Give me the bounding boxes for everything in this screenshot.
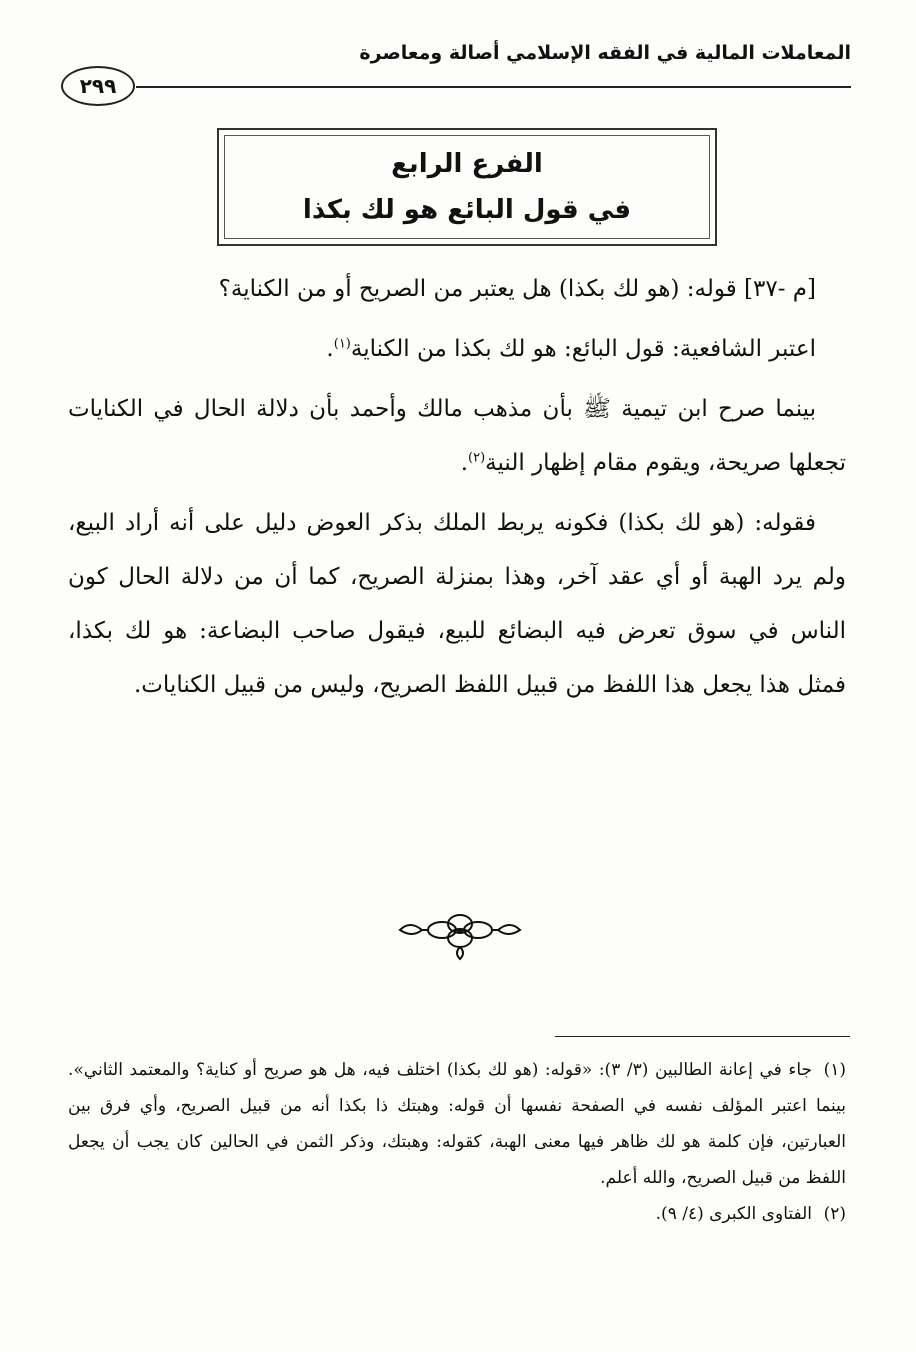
footnote-ref-1[interactable]: (١) (333, 336, 351, 352)
section-title-frame (217, 128, 717, 246)
paragraph-2-end: . (326, 336, 334, 362)
running-title: المعاملات المالية في الفقه الإسلامي أصالة ومعاصرة (359, 42, 851, 64)
footnote-2 (68, 1196, 846, 1232)
paragraph-3-end: . (460, 450, 469, 476)
footnote-2-number: (٢) (823, 1204, 846, 1224)
footnote-1-number: (١) (823, 1060, 847, 1080)
footnote-rule (555, 1036, 850, 1037)
paragraph-3-text: بينما صرح ابن تيمية ﷺ بأن مذهب مالك وأحمد بأن دلالة الحال في الكنايات تجعلها صريحة، ويقوم مقام إظهار النية (68, 396, 846, 476)
header-rule (136, 86, 851, 88)
body-text (68, 262, 846, 718)
paragraph-1: [م -٣٧] قوله: (هو لك بكذا) هل يعتبر من الصريح أو من الكناية؟ (218, 276, 816, 302)
footnotes (68, 1052, 846, 1232)
footnote-1-text: جاء في إعانة الطالبين (٣/ ٣): «قوله: (هو لك بكذا) اختلف فيه، هل هو صريح أو كناية؟ والمعتمد الثاني». بينما اعتبر المؤلف نفسه في الصفحة نفسها أن قوله: وهبتك ذا بكذا أنه من قبيل الصريح، وأي فرق بين العبارتين، فإن كلمة هو لك ظاهر فيها معنى الهبة، كقوله: وهبتك، وذكر الثمن في الحالين كان يجب أن يجعل اللفظ من قبيل الصريح، والله أعلم. (68, 1060, 846, 1188)
paragraph-2 (68, 322, 846, 376)
section-title-line2: في قول البائع هو لك بكذا (302, 195, 632, 225)
section-title-line1: الفرع الرابع (391, 149, 543, 179)
paragraph-4: فقوله: (هو لك بكذا) فكونه يربط الملك بذكر العوض دليل على أنه أراد البيع، ولم يرد الهبة أو أي عقد آخر، وهذا بمنزلة الصريح، كما أن من دلالة الحال كون الناس في سوق تعرض فيه البضائع للبيع، فيقول صاحب البضاعة: هو لك بكذا، فمثل هذا يجعل هذا اللفظ من قبيل اللفظ الصريح، وليس من قبيل الكنايات. (68, 510, 846, 698)
running-header (61, 40, 851, 98)
footnote-ref-2[interactable]: (٢) (468, 450, 486, 466)
footnote-2-text: الفتاوى الكبرى (٤/ ٩). (655, 1204, 812, 1224)
paragraph-3 (68, 382, 846, 490)
section-title-inner (224, 135, 710, 239)
ornament-divider-icon (390, 902, 530, 962)
paragraph-2-text: اعتبر الشافعية: قول البائع: هو لك بكذا من الكناية (350, 336, 816, 362)
page-number: ٢٩٩ (61, 66, 135, 106)
footnote-1 (68, 1052, 846, 1196)
